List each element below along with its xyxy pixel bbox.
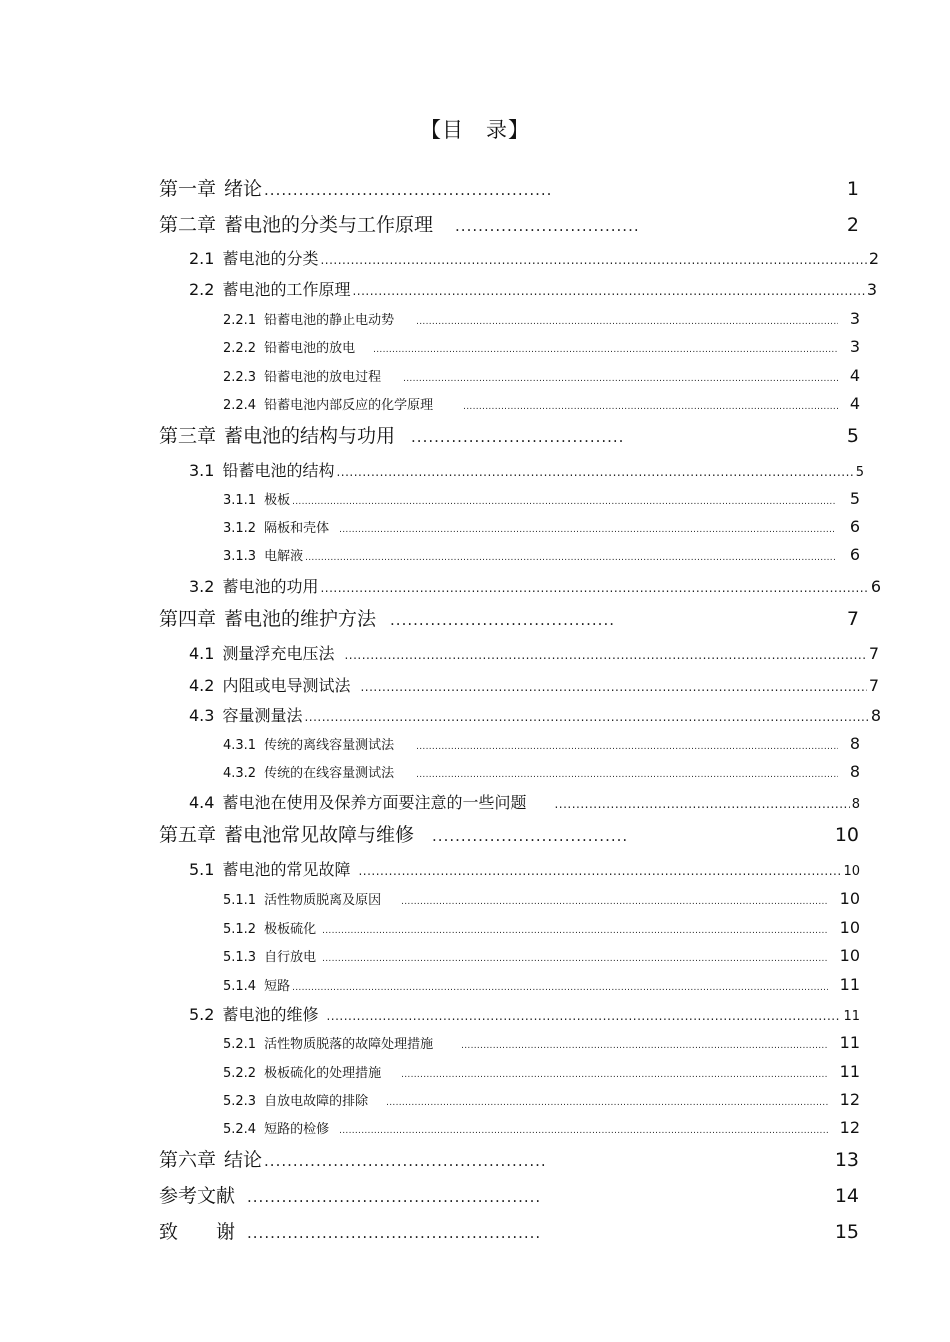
toc-entry-number: 4.3.1 (223, 738, 257, 753)
toc-entry-number: 2.2 (189, 280, 215, 299)
toc-entry-subsection[interactable] (223, 545, 860, 564)
toc-leader-dots (320, 581, 868, 595)
toc-entry-page: 4 (849, 394, 860, 413)
toc-entry-page: 13 (834, 1149, 859, 1171)
toc-entry-title: 活性物质脱离及原因 (264, 893, 382, 908)
toc-leader-dots (339, 525, 836, 535)
toc-entry-section[interactable] (189, 1002, 860, 1025)
toc-entry-section[interactable] (189, 574, 881, 597)
toc-entry-subsection[interactable] (223, 489, 860, 508)
toc-entry-number: 4.1 (189, 644, 215, 663)
toc-entry-page: 4 (849, 366, 860, 385)
toc-entry-number: 5.2.2 (223, 1066, 257, 1081)
toc-entry-page: 3 (849, 337, 860, 356)
toc-entry-subsection[interactable] (223, 1033, 860, 1052)
toc-entry-number: 5.2 (189, 1005, 215, 1024)
toc-entry-title: 蓄电池的结构与功用 (224, 425, 396, 447)
toc-entry-section[interactable] (189, 673, 879, 696)
toc-entry-number: 2.2.2 (223, 341, 257, 356)
toc-entry-section[interactable] (189, 857, 860, 880)
toc-entry-page: 8 (849, 734, 860, 753)
toc-entry-title: 短路的检修 (264, 1122, 330, 1137)
toc-entry-subsection[interactable] (223, 975, 860, 994)
toc-entry-subsection[interactable] (223, 889, 860, 908)
toc-entry-chapter-4[interactable] (159, 604, 859, 631)
toc-entry-page: 3 (866, 280, 877, 299)
toc-leader-dots (339, 1126, 828, 1136)
toc-entry-page: 10 (843, 864, 860, 879)
toc-entry-subsection[interactable] (223, 1062, 860, 1081)
toc-entry-title: 蓄电池的分类 (222, 249, 319, 268)
toc-leader-dots (390, 611, 616, 629)
toc-entry-title: 铅蓄电池内部反应的化学原理 (264, 398, 434, 413)
toc-entry-subsection[interactable] (223, 734, 860, 753)
toc-entry-title: 参考文献 (159, 1185, 236, 1207)
toc-leader-dots (432, 827, 627, 845)
toc-leader-dots (358, 864, 841, 878)
toc-entry-page: 10 (834, 824, 859, 846)
toc-entry-subsection[interactable] (223, 517, 860, 536)
toc-leader-dots (305, 553, 836, 563)
toc-entry-number: 5.1.3 (223, 950, 257, 965)
toc-entry-number: 3.1 (189, 461, 215, 480)
toc-leader-dots (336, 465, 853, 479)
toc-entry-number: 4.3.2 (223, 766, 257, 781)
toc-entry-section[interactable] (189, 458, 864, 481)
toc-leader-dots (373, 345, 838, 355)
toc-entry-page: 5 (855, 465, 864, 480)
toc-leader-dots (416, 770, 838, 780)
toc-entry-page: 12 (839, 1090, 860, 1109)
toc-entry-title: 铅蓄电池的放电过程 (264, 370, 382, 385)
toc-entry-title: 蓄电池的常见故障 (222, 860, 351, 879)
toc-leader-dots (344, 648, 866, 662)
toc-entry-title: 极板硫化 (264, 922, 317, 937)
toc-entry-page: 12 (839, 1118, 860, 1137)
toc-entry-page: 11 (839, 1033, 860, 1052)
toc-entry-number: 5.2.3 (223, 1094, 257, 1109)
toc-entry-page: 1 (846, 178, 859, 200)
toc-entry-section[interactable] (189, 277, 877, 300)
toc-entry-page: 11 (843, 1009, 860, 1024)
toc-entry-number: 第四章 (159, 608, 217, 630)
toc-entry-page: 6 (849, 545, 860, 564)
toc-leader-dots (416, 742, 838, 752)
toc-entry-title: 蓄电池的分类与工作原理 (224, 214, 434, 236)
toc-entry-number: 2.2.1 (223, 313, 257, 328)
toc-entry-chapter-3[interactable] (159, 421, 859, 448)
toc-entry-subsection[interactable] (223, 1118, 860, 1137)
toc-entry-title: 极板 (264, 493, 291, 508)
toc-entry-title: 隔板和壳体 (264, 521, 330, 536)
toc-entry-number: 3.1.1 (223, 493, 257, 508)
toc-leader-dots (554, 797, 849, 811)
toc-entry-title: 活性物质脱落的故障处理措施 (264, 1037, 434, 1052)
toc-entry-title: 致 谢 (159, 1221, 236, 1243)
toc-leader-dots (322, 926, 828, 936)
toc-entry-number: 3.2 (189, 577, 215, 596)
toc-entry-number: 2.1 (189, 249, 215, 268)
toc-entry-number: 3.1.2 (223, 521, 257, 536)
toc-entry-page: 7 (846, 608, 859, 630)
toc-entry-subsection[interactable] (223, 1090, 860, 1109)
toc-entry-acknowledgements[interactable] (159, 1217, 859, 1244)
toc-leader-dots (264, 1152, 546, 1170)
toc-entry-section[interactable] (189, 790, 860, 813)
toc-entry-page: 14 (834, 1185, 859, 1207)
toc-entry-page: 6 (870, 577, 881, 596)
toc-entry-title: 铅蓄电池的放电 (264, 341, 356, 356)
toc-entry-chapter-2[interactable] (159, 210, 859, 237)
toc-entry-chapter-5[interactable] (159, 820, 859, 847)
toc-entry-subsection[interactable] (223, 394, 860, 413)
toc-entry-number: 第五章 (159, 824, 217, 846)
toc-entry-subsection[interactable] (223, 309, 860, 328)
toc-entry-number: 第六章 (159, 1149, 217, 1171)
toc-entry-subsection[interactable] (223, 762, 860, 781)
toc-entry-chapter-1[interactable] (159, 174, 859, 201)
toc-entry-title: 电解液 (264, 549, 304, 564)
toc-entry-title: 传统的在线容量测试法 (264, 766, 395, 781)
toc-leader-dots (322, 954, 828, 964)
toc-entry-number: 4.2 (189, 676, 215, 695)
toc-entry-title: 铅蓄电池的结构 (222, 461, 335, 480)
toc-entry-number: 5.1.2 (223, 922, 257, 937)
toc-entry-page: 5 (849, 489, 860, 508)
toc-entry-title: 极板硫化的处理措施 (264, 1066, 382, 1081)
toc-entry-section[interactable] (189, 703, 881, 726)
toc-entry-page: 15 (834, 1221, 859, 1243)
toc-entry-section[interactable] (189, 641, 879, 664)
toc-leader-dots (401, 1070, 828, 1080)
toc-entry-title: 蓄电池的功用 (222, 577, 319, 596)
toc-leader-dots (320, 253, 866, 267)
toc-entry-subsection[interactable] (223, 366, 860, 385)
toc-leader-dots (247, 1188, 541, 1206)
toc-entry-title: 自行放电 (264, 950, 317, 965)
toc-entry-page: 8 (870, 706, 881, 725)
toc-entry-title: 蓄电池的工作原理 (222, 280, 351, 299)
toc-leader-dots (411, 428, 626, 446)
toc-entry-title: 短路 (264, 979, 291, 994)
toc-entry-page: 6 (849, 517, 860, 536)
toc-entry-title: 结论 (224, 1149, 263, 1171)
toc-entry-number: 5.1 (189, 860, 215, 879)
toc-entry-subsection[interactable] (223, 946, 860, 965)
toc-entry-subsection[interactable] (223, 337, 860, 356)
toc-entry-number: 2.2.4 (223, 398, 257, 413)
toc-entry-title: 内阻或电导测试法 (222, 676, 351, 695)
toc-entry-title: 传统的离线容量测试法 (264, 738, 395, 753)
toc-entry-page: 10 (839, 946, 860, 965)
toc-leader-dots (401, 897, 828, 907)
toc-leader-dots (360, 680, 866, 694)
toc-entry-subsection[interactable] (223, 918, 860, 937)
toc-entry-section[interactable] (189, 246, 879, 269)
toc-entry-number: 5.2.4 (223, 1122, 257, 1137)
toc-leader-dots (247, 1224, 541, 1242)
toc-entry-title: 蓄电池在使用及保养方面要注意的一些问题 (222, 793, 527, 812)
toc-leader-dots (292, 497, 836, 507)
toc-leader-dots (463, 402, 838, 412)
toc-entry-number: 4.3 (189, 706, 215, 725)
toc-entry-page: 10 (839, 889, 860, 908)
toc-entry-page: 3 (849, 309, 860, 328)
toc-entry-number: 3.1.3 (223, 549, 257, 564)
toc-leader-dots (403, 374, 838, 384)
toc-entry-number: 5.2.1 (223, 1037, 257, 1052)
toc-leader-dots (264, 181, 552, 199)
toc-entry-number: 第二章 (159, 214, 217, 236)
toc-entry-title: 自放电故障的排除 (264, 1094, 369, 1109)
toc-entry-page: 2 (868, 249, 879, 268)
toc-entry-number: 第一章 (159, 178, 217, 200)
toc-entry-page: 10 (839, 918, 860, 937)
toc-entry-title: 蓄电池的维修 (222, 1005, 319, 1024)
toc-entry-title: 蓄电池常见故障与维修 (224, 824, 415, 846)
toc-entry-number: 5.1.4 (223, 979, 257, 994)
toc-entry-page: 2 (846, 214, 859, 236)
toc-leader-dots (416, 317, 838, 327)
toc-entry-title: 测量浮充电压法 (222, 644, 335, 663)
toc-leader-dots (326, 1009, 841, 1023)
toc-entry-page: 5 (846, 425, 859, 447)
toc-entry-title: 蓄电池的维护方法 (224, 608, 377, 630)
toc-entry-page: 8 (851, 797, 860, 812)
toc-entry-page: 8 (849, 762, 860, 781)
toc-entry-title: 绪论 (224, 178, 263, 200)
toc-entry-references[interactable] (159, 1181, 859, 1208)
toc-entry-page: 11 (839, 1062, 860, 1081)
toc-leader-dots (304, 710, 868, 724)
toc-entry-title: 铅蓄电池的静止电动势 (264, 313, 395, 328)
toc-leader-dots (386, 1098, 828, 1108)
toc-entry-number: 5.1.1 (223, 893, 257, 908)
toc-entry-page: 7 (868, 644, 879, 663)
toc-entry-title: 容量测量法 (222, 706, 303, 725)
toc-leader-dots (455, 217, 641, 235)
toc-leader-dots (461, 1041, 828, 1051)
toc-entry-page: 11 (839, 975, 860, 994)
toc-entry-number: 2.2.3 (223, 370, 257, 385)
toc-leader-dots (352, 284, 864, 298)
toc-title: 【目 录】 (420, 118, 530, 142)
toc-entry-page: 7 (868, 676, 879, 695)
toc-entry-chapter-6[interactable] (159, 1145, 859, 1172)
toc-entry-number: 4.4 (189, 793, 215, 812)
toc-entry-number: 第三章 (159, 425, 217, 447)
toc-leader-dots (292, 983, 828, 993)
